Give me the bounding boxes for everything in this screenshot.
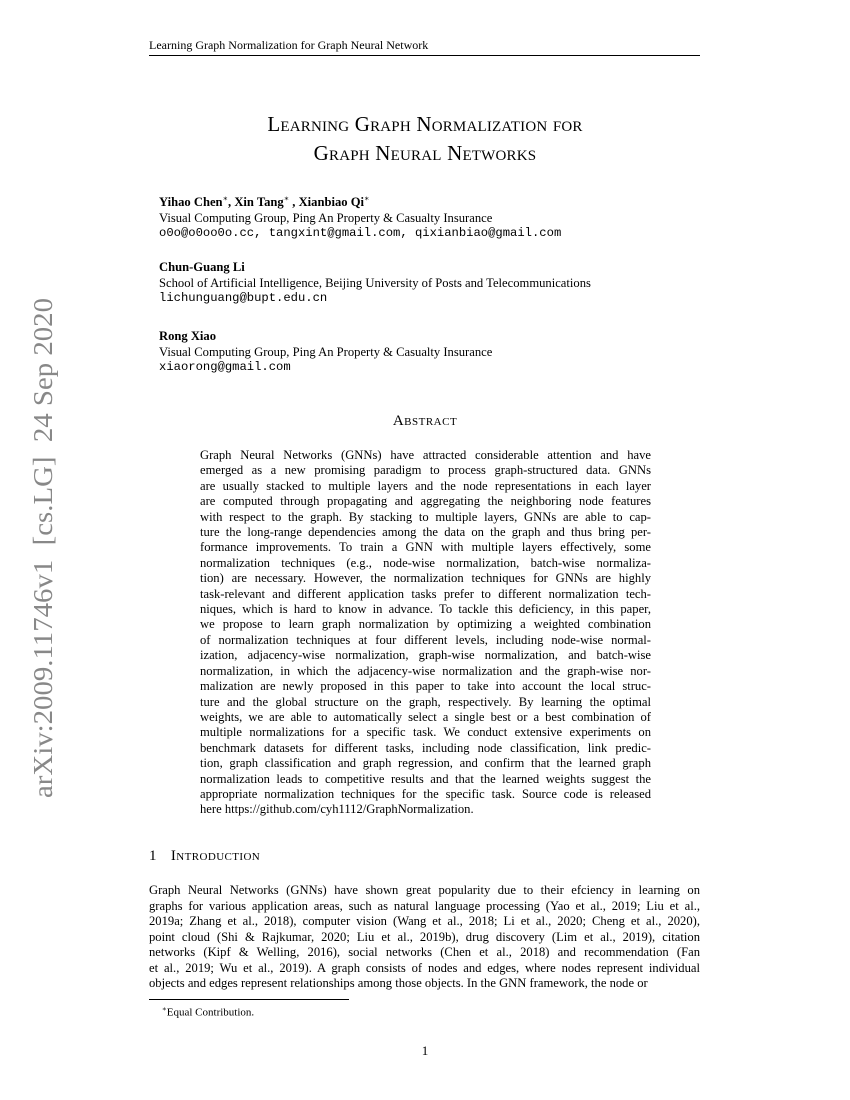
abstract-line: malization are newly proposed in this paper to take into account the local struc-: [200, 679, 651, 694]
intro-line: 2019a; Zhang et al., 2018), computer vision (Wang et al., 2018; Li et al., 2020; Cheng et al., 2020),: [149, 914, 700, 928]
abstract-line: here https://github.com/cyh1112/GraphNormalization.: [200, 802, 474, 817]
abstract-line: formance improvements. To train a GNN with multiple layers effectively, some: [200, 540, 651, 555]
abstract-line: benchmark datasets for different tasks, including node classification, link predic-: [200, 740, 651, 755]
page-number: 1: [421, 1043, 429, 1058]
abstract-line: appropriate normalization techniques for the specific task. Source code is released: [200, 786, 651, 801]
abstract-line: Graph Neural Networks (GNNs) have attracted considerable attention and have: [200, 448, 651, 462]
abstract-line: tion) are necessary. However, the normalization techniques for GNNs are highly: [200, 571, 651, 586]
arxiv-stamp: [22, 298, 62, 798]
intro-line: et al., 2019; Wu et al., 2019). A graph consists of nodes and edges, where nodes represent individual: [149, 960, 700, 975]
author-emails: lichunguang@bupt.edu.cn: [159, 291, 328, 305]
equal-contribution-mark: ∗: [283, 194, 290, 203]
abstract-line: ture and the global structure on the graph, respectively. By learning the optimal: [200, 694, 651, 709]
author-name: , Xin Tang: [228, 195, 284, 210]
abstract-line: normalization techniques (e.g., node-wise normalization, batch-wise normaliza-: [200, 555, 651, 570]
paper-title: [150, 110, 700, 168]
author-affiliation: Visual Computing Group, Ping An Property & Casualty Insurance: [159, 344, 493, 359]
title-line: Learning Graph Normalization for: [267, 112, 583, 136]
section-number: 1: [149, 848, 157, 864]
author-emails: o0o@o0oo0o.cc, tangxint@gmail.com, qixianbiao@gmail.com: [159, 226, 562, 241]
footnote-text: Equal Contribution.: [166, 1006, 255, 1019]
abstract-line: ization, adjacency-wise normalization, graph-wise normalization, and batch-wise: [200, 648, 651, 663]
abstract-line: we propose to learn graph normalization by optimizing a weighted combination: [200, 617, 651, 632]
author-block-3: [159, 329, 699, 376]
intro-line: point cloud (Shi & Rajkumar, 2020; Liu et al., 2019b), drug discovery (Lim et al., 2019), citation: [149, 929, 700, 944]
author-names: [159, 191, 699, 211]
author-block-1: [159, 191, 699, 242]
author-emails: xiaorong@gmail.com: [159, 360, 291, 374]
intro-body: [149, 883, 700, 992]
intro-line: Graph Neural Networks (GNNs) have shown great popularity due to their efciency in learning on: [149, 883, 700, 897]
abstract-body: [200, 448, 651, 818]
intro-line: graphs for various application areas, such as natural language processing (Yao et al., 2019; Liu et al.,: [149, 898, 700, 913]
footnote: [162, 1003, 254, 1020]
author-names: Rong Xiao: [159, 329, 217, 343]
abstract-line: task-relevant and different application tasks prefer to different normalization tech-: [200, 586, 651, 601]
running-head: Learning Graph Normalization for Graph Neural Network: [149, 37, 700, 56]
abstract-line: normalization leads to competitive results and that the learned weights suggest the: [200, 771, 651, 786]
author-name: Yihao Chen: [159, 195, 223, 210]
intro-line: networks (Kipf & Welling, 2016), social networks (Chen et al., 2018) and recommendation (Fan: [149, 945, 700, 959]
footnote-rule: [149, 999, 349, 1000]
abstract-line: tion, graph classification and graph regression, and confirm that the learned graph: [200, 756, 651, 771]
abstract-line: are usually stacked to multiple layers and the node representations in each layer: [200, 478, 651, 493]
author-affiliation: School of Artificial Intelligence, Beijing University of Posts and Telecommunications: [159, 275, 591, 290]
abstract-heading: Abstract: [392, 413, 458, 429]
abstract-line: normalization, in which the adjacency-wise normalization and the graph-wise nor-: [200, 663, 651, 678]
abstract-line: multiple normalizations for a specific task. We conduct extensive experiments on: [200, 725, 651, 740]
section-title: Introduction: [170, 848, 261, 864]
author-affiliation: Visual Computing Group, Ping An Property & Casualty Insurance: [159, 210, 493, 225]
arxiv-stamp-text: arXiv:2009.11746v1 [cs.LG] 24 Sep 2020: [27, 320, 58, 798]
abstract-line: ture the long-range dependencies among the data on the graph and thus bring per-: [200, 525, 651, 540]
abstract-line: weights, we are able to automatically select a single best or a best combination of: [200, 709, 651, 724]
equal-contribution-mark: ∗: [364, 194, 370, 203]
author-block-2: [159, 260, 699, 307]
section-heading: [149, 848, 260, 865]
abstract-line: are computed through propagating and aggregating the neighboring node features: [200, 494, 651, 509]
title-line: Graph Neural Networks: [313, 141, 537, 165]
abstract-line: of normalization techniques at four different levels, including node-wise normal-: [200, 632, 651, 647]
intro-line: objects and edges represent relationships among those objects. In the GNN framework, the node or: [149, 976, 648, 990]
abstract-line: niques, which is hard to know in advance. To tackle this deficiency, in this paper,: [200, 602, 651, 617]
footnote-mark: ∗: [162, 1005, 167, 1013]
abstract-line: emerged as a new promising paradigm to process graph-structured data. GNNs: [200, 463, 651, 478]
equal-contribution-mark: ∗: [222, 194, 229, 203]
author-name: , Xianbiao Qi: [289, 195, 365, 210]
abstract-line: with respect to the graph. By stacking to multiple layers, GNNs are able to cap-: [200, 509, 651, 524]
author-names: Chun-Guang Li: [159, 260, 245, 274]
